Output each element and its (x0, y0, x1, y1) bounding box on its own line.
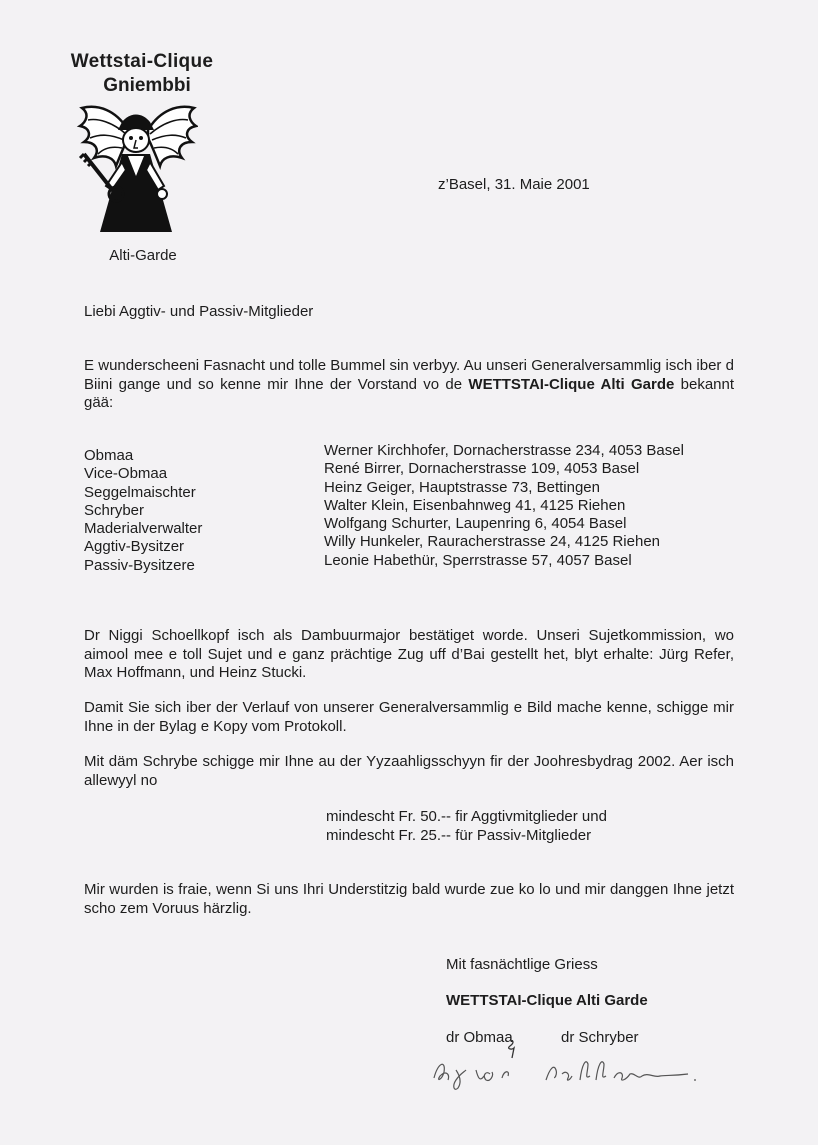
board-role: Schryber (84, 501, 145, 519)
letter-date: z’Basel, 31. Maie 2001 (438, 176, 590, 193)
intro-text: E wunderscheeni Fasnacht und tolle Bummel sin verbyy. Au unseri Generalversammlig isch iber d Biini gange und so kenne mir Ihne der Vorstand vo de (84, 357, 734, 393)
fee-paragraph: Mit däm Schrybe schigge mir Ihne au der Yyzaahligsschyyn fir der Joohresbydrag 2002. Aer isch allewyyl no (84, 753, 734, 789)
signature-label-schryber: dr Schryber (561, 1029, 639, 1046)
drum-major-paragraph: Dr Niggi Schoellkopf isch als Dambuurmajor bestätiget worde. Unseri Sujetkommission, wo aimool mee e toll Sujet und e ganz prächtige Zug uff d’Bai gestellt het, blyt erhalte: Jürg Refer, Max Hoffmann, und Heinz Stucki. (84, 627, 734, 681)
fee-list (326, 808, 607, 845)
protocol-paragraph: Damit Sie sich iber der Verlauf von unserer Generalversammlig e Bild mache kenne, schigge mir Ihne in der Bylag e Kopy vom Protokoll. (84, 699, 734, 735)
intro-org-name: WETTSTAI-Clique Alti Garde (468, 375, 675, 393)
thanks-paragraph: Mir wurden is fraie, wenn Si uns Ihri Understitzig bald wurde zue ko lo und mir danggen Ihne jetzt scho zem Voruus härzlig. (84, 881, 734, 917)
board-person: Heinz Geiger, Hauptstrasse 73, Bettingen (324, 478, 600, 496)
board-role: Maderialverwalter (84, 520, 203, 538)
board-person: Walter Klein, Eisenbahnweg 41, 4125 Riehen (324, 496, 626, 514)
org-name: Wettstai-Clique (70, 51, 214, 72)
board-person: Willy Hunkeler, Rauracherstrasse 24, 4125 Riehen (324, 533, 660, 551)
intro-text-end: bekannt gää: (84, 375, 735, 411)
clique-logo-icon (76, 100, 198, 240)
handwritten-signature-icon (420, 1040, 710, 1095)
board-role: Vice-Obmaa (84, 465, 168, 483)
board-person: Leonie Habethür, Sperrstrasse 57, 4057 Basel (324, 551, 632, 569)
letterhead (40, 50, 244, 98)
board-person: Wolfgang Schurter, Laupenring 6, 4054 Basel (324, 515, 627, 533)
fee-active: mindescht Fr. 50.-- fir Aggtivmitglieder und (326, 808, 607, 825)
fee-passive: mindescht Fr. 25.-- für Passiv-Mitglieder (326, 826, 592, 844)
intro-paragraph (84, 357, 734, 413)
closing-greeting: Mit fasnächtlige Griess (446, 956, 598, 973)
board-person: René Birrer, Dornacherstrasse 109, 4053 Basel (324, 460, 640, 478)
org-subtitle: Gniembbi (103, 75, 191, 96)
closing-org: WETTSTAI-Clique Alti Garde (446, 992, 648, 1009)
board-role: Seggelmaischter (84, 483, 196, 501)
board-person: Werner Kirchhofer, Dornacherstrasse 234, 4053 Basel (324, 442, 684, 459)
salutation: Liebi Aggtiv- und Passiv-Mitglieder (84, 303, 314, 320)
signature-label-obmaa: dr Obmaa (446, 1029, 513, 1046)
logo-caption: Alti-Garde (109, 247, 177, 264)
board-role: Obmaa (84, 447, 134, 464)
board-role: Passiv-Bysitzere (84, 556, 195, 574)
board-role: Aggtiv-Bysitzer (84, 538, 185, 556)
